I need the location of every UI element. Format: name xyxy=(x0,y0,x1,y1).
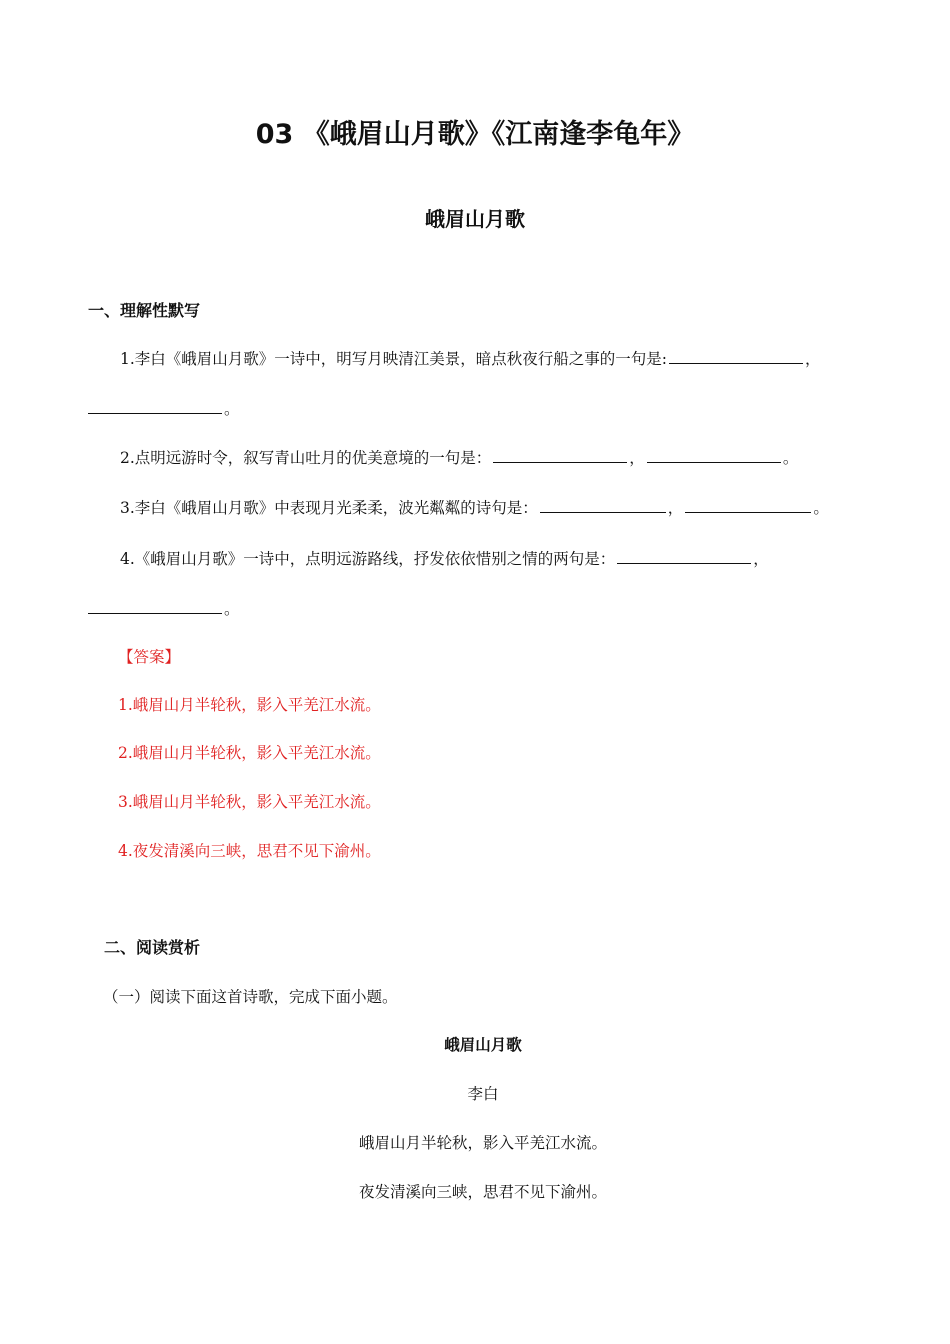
poem-author: 李白 xyxy=(467,1085,499,1103)
poem-title: 峨眉山月歌 xyxy=(444,1036,522,1054)
answer-1: 1.峨眉山月半轮秋，影入平羌江水流。 xyxy=(118,696,381,714)
punct-comma: ， xyxy=(667,499,684,517)
answer-blank[interactable] xyxy=(88,599,222,614)
question-1-cont xyxy=(88,397,240,419)
answer-blank[interactable] xyxy=(617,549,751,564)
answer-3: 3.峨眉山月半轮秋，影入平羌江水流。 xyxy=(118,793,381,811)
question-3-text: 3.李白《峨眉山月歌》中表现月光柔柔，波光粼粼的诗句是： xyxy=(120,499,538,517)
question-2 xyxy=(120,446,798,468)
answer-blank[interactable] xyxy=(685,498,811,513)
answer-blank[interactable] xyxy=(88,399,222,414)
poem-line-2: 夜发清溪向三峡，思君不见下渝州。 xyxy=(358,1183,607,1201)
answer-label: 【答案】 xyxy=(118,648,181,666)
answer-blank[interactable] xyxy=(493,448,627,463)
answer-blank[interactable] xyxy=(540,498,666,513)
reading-instruction: （一）阅读下面这首诗歌，完成下面小题。 xyxy=(103,988,398,1006)
punct-period: 。 xyxy=(224,400,240,418)
question-2-text: 2.点明远游时令，叙写青山吐月的优美意境的一句是： xyxy=(120,449,492,467)
question-1-text: 1.李白《峨眉山月歌》一诗中，明写月映清江美景，暗点秋夜行船之事的一句是: xyxy=(120,350,668,368)
question-3 xyxy=(120,496,829,518)
poem-subtitle: 峨眉山月歌 xyxy=(425,207,525,231)
answer-blank[interactable] xyxy=(647,448,781,463)
question-1 xyxy=(120,347,821,369)
answer-blank[interactable] xyxy=(669,349,803,364)
punct-period: 。 xyxy=(813,499,829,517)
poem-line-1: 峨眉山月半轮秋，影入平羌江水流。 xyxy=(358,1134,607,1152)
question-4-text: 4.《峨眉山月歌》一诗中，点明远游路线，抒发依依惜别之情的两句是： xyxy=(120,550,616,568)
section-heading-reading: 二、阅读赏析 xyxy=(104,938,201,957)
punct-comma: ， xyxy=(629,449,645,467)
question-4-cont xyxy=(88,597,240,619)
punct-period: 。 xyxy=(224,600,240,618)
punct-period: 。 xyxy=(782,449,799,467)
answer-4: 4.夜发清溪向三峡，思君不见下渝州。 xyxy=(118,842,381,860)
answer-2: 2.峨眉山月半轮秋，影入平羌江水流。 xyxy=(118,744,381,762)
question-4 xyxy=(120,547,769,569)
page-title: 03 《峨眉山月歌》《江南逢李龟年》 xyxy=(255,119,695,150)
punct-comma: ， xyxy=(805,350,821,368)
punct-comma: ， xyxy=(753,550,769,568)
section-heading-dictation: 一、理解性默写 xyxy=(88,301,201,320)
